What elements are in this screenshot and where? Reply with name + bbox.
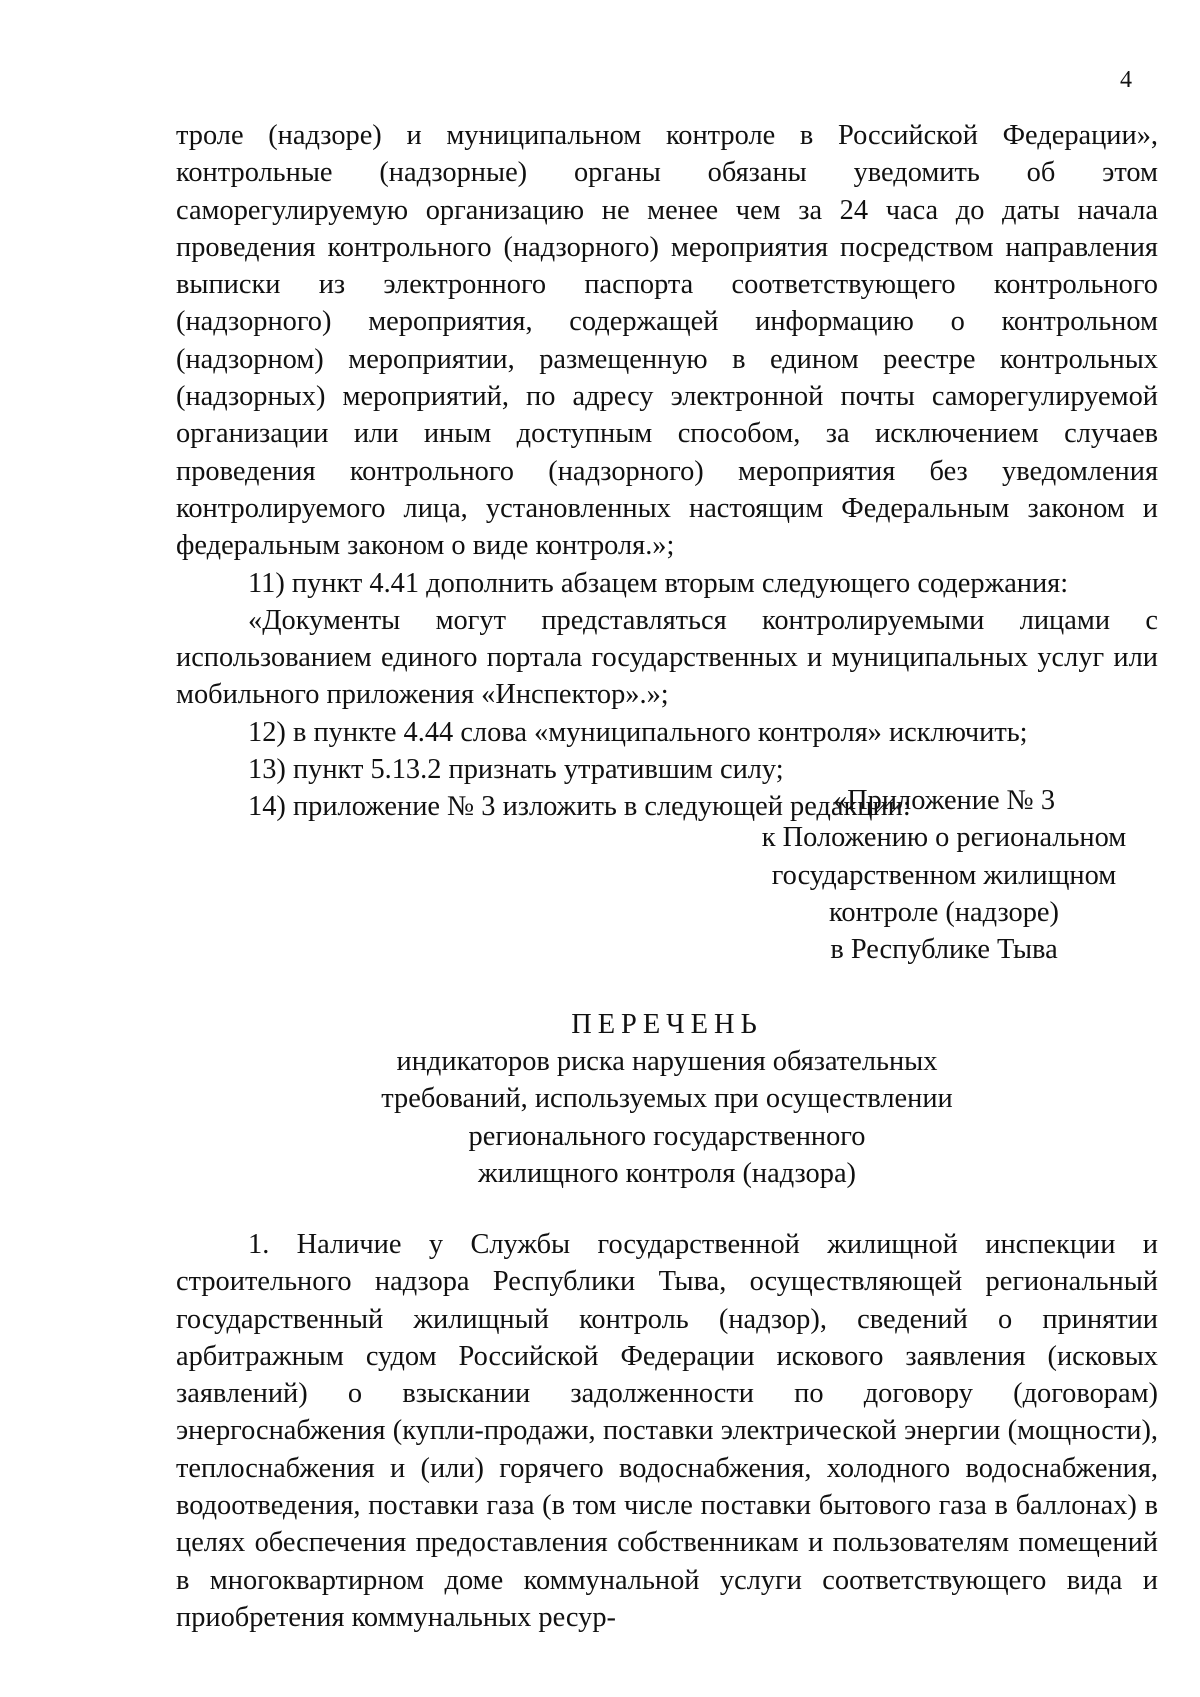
- page-number: 4: [1120, 67, 1132, 93]
- appendix-ref-line: к Положению о региональном: [761, 822, 1127, 854]
- list-subtitle-line: жилищного контроля (надзора): [477, 1157, 857, 1189]
- indicator-item-1: 1. Наличие у Службы государственной жилищной инспекции и строительного надзора Республики Тыва, осуществляющей региональный государственный жилищный контроль (надзор), сведений о принятии арбитражным судом Российской Федерации искового заявления (исковых заявлений) о взыскании задолженности по договору (договорам) энергоснабжения (купли-продажи, поставки электрической энергии (мощности), теплоснабжения и (или) горячего водоснабжения, холодного водоснабжения, водоотведения, поставки газа (в том числе поставки бытового газа в баллонах) в целях обеспечения предоставления собственникам и пользователям помещений в многоквартирном доме коммунальной услуги соответствующего вида и приобретения коммунальных ресур-: [176, 1229, 1158, 1633]
- paragraph-item-13: 13) пункт 5.13.2 признать утратившим силу;: [248, 754, 784, 786]
- amendment-text: [176, 117, 1158, 826]
- appendix-ref-line: «Приложение № 3: [832, 785, 1056, 816]
- appendix-ref-line: в Республике Тыва: [830, 934, 1058, 966]
- paragraph-item-11-quote: «Документы могут представляться контролируемыми лицами с использованием единого портала государственных и муниципальных услуг или мобильного приложения «Инспектор».»;: [176, 604, 1158, 711]
- paragraph-item-12: 12) в пункте 4.44 слова «муниципального контроля» исключить;: [248, 716, 1028, 748]
- appendix-ref-line: государственном жилищном: [771, 859, 1117, 891]
- indicator-list: [176, 1226, 1158, 1636]
- list-subtitle-line: регионального государственного: [468, 1120, 866, 1152]
- list-subtitle-line: индикаторов риска нарушения обязательных: [396, 1046, 938, 1077]
- paragraph-continuation: троле (надзоре) и муниципальном контроле в Российской Федерации», контрольные (надзорные) органы обязаны уведомить об этом саморегулируемую организацию не менее чем за 24 часа до даты начала проведения контрольного (надзорного) мероприятия посредством направления выписки из электронного паспорта соответствующего контрольного (надзорного) мероприятия, содержащей информацию о контрольном (надзорном) мероприятии, размещенную в едином реестре контрольных (надзорных) мероприятий, по адресу электронной почты саморегулируемой организации или иным доступным способом, за исключением случаев проведения контрольного (надзорного) мероприятия без уведомления контролируемого лица, установленных настоящим Федеральным законом и федеральным законом о виде контроля.»;: [176, 120, 1158, 562]
- paragraph-item-11: 11) пункт 4.41 дополнить абзацем вторым следующего содержания:: [248, 567, 1069, 599]
- list-title: ПЕРЕЧЕНЬ: [571, 1009, 763, 1040]
- list-subtitle: [176, 1043, 1158, 1192]
- appendix-reference: [744, 782, 1144, 968]
- list-subtitle-line: требований, используемых при осуществлении: [381, 1083, 953, 1115]
- paragraph-item-14: 14) приложение № 3 изложить в следующей редакции:: [248, 791, 911, 823]
- appendix-ref-line: контроле (надзоре): [829, 896, 1059, 928]
